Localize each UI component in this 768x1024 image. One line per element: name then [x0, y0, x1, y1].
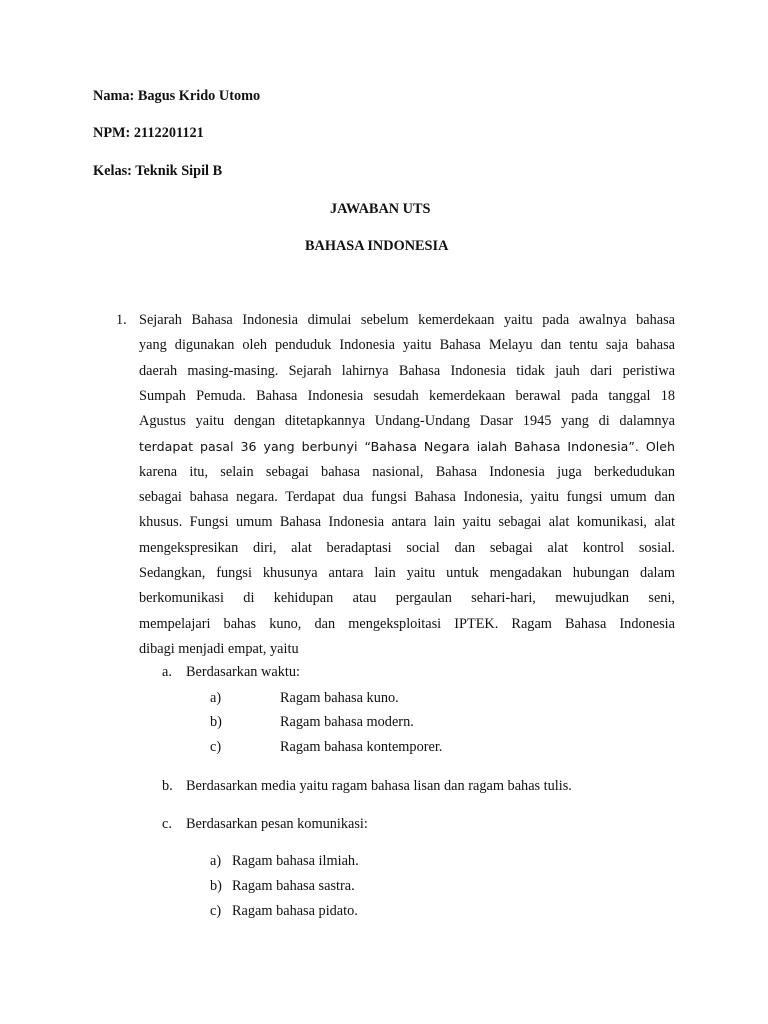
- sub-c-item-text: Ragam bahasa ilmiah.: [232, 853, 359, 869]
- paragraph-line: yang digunakan oleh penduduk Indonesia yaitu Bahasa Melayu dan tentu saja bahasa: [139, 337, 675, 354]
- paragraph-line: khusus. Fungsi umum Bahasa Indonesia antara lain yaitu sebagai alat komunikasi, alat: [139, 514, 675, 531]
- paragraph-line: berkomunikasi di kehidupan atau pergaulan sehari-hari, mewujudkan seni,: [139, 590, 675, 607]
- sub-a-item-text: Ragam bahasa modern.: [280, 714, 414, 730]
- sub-b-marker: b.: [162, 778, 173, 794]
- paragraph-line: daerah masing-masing. Sejarah lahirnya Bahasa Indonesia tidak jauh dari peristiwa: [139, 362, 675, 379]
- paragraph-line: Sumpah Pemuda. Bahasa Indonesia sesudah kemerdekaan berawal pada tanggal 18: [139, 387, 675, 404]
- sub-a-item-marker: a): [210, 690, 222, 706]
- paragraph-line: mempelajari bahas kuno, dan mengeksploitasi IPTEK. Ragam Bahasa Indonesia: [139, 615, 675, 632]
- paragraph-line: karena itu, selain sebagai bahasa nasional, Bahasa Indonesia juga berkedudukan: [139, 463, 675, 480]
- sub-c-item-text: Ragam bahasa pidato.: [232, 903, 358, 919]
- sub-a-item-text: Ragam bahasa kontemporer.: [280, 739, 443, 755]
- sub-c-marker: c.: [162, 816, 172, 832]
- paragraph-line: Sejarah Bahasa Indonesia dimulai sebelum kemerdekaan yaitu pada awalnya bahasa: [139, 312, 675, 328]
- paragraph-line: Agustus yaitu dengan ditetapkannya Undang-Undang Dasar 1945 yang di dalamnya: [139, 413, 675, 430]
- sub-a-item-text: Ragam bahasa kuno.: [280, 690, 399, 706]
- sub-c-item-text: Ragam bahasa sastra.: [232, 878, 355, 894]
- item-1-paragraph: [139, 308, 675, 662]
- title-bahasa-indonesia: BAHASA INDONESIA: [305, 238, 449, 254]
- paragraph-line: sebagai bahasa negara. Terdapat dua fungsi Bahasa Indonesia, yaitu fungsi umum dan: [139, 489, 675, 506]
- sub-c-item-marker: a): [210, 853, 222, 869]
- sub-c-item-marker: b): [210, 878, 222, 894]
- student-name: Nama: Bagus Krido Utomo: [93, 88, 261, 104]
- sub-a-item-marker: b): [210, 714, 222, 730]
- paragraph-line: mengekspresikan diri, alat beradaptasi social dan sebagai alat kontrol sosial.: [139, 539, 675, 556]
- sub-b-label: Berdasarkan media yaitu ragam bahasa lisan dan ragam bahas tulis.: [186, 778, 572, 794]
- sub-a-item-marker: c): [210, 739, 222, 755]
- sub-c-item-marker: c): [210, 903, 222, 919]
- student-class: Kelas: Teknik Sipil B: [93, 163, 223, 179]
- student-npm: NPM: 2112201121: [93, 125, 204, 141]
- paragraph-line: Sedangkan, fungsi khusunya antara lain yaitu untuk mengadakan hubungan dalam: [139, 564, 675, 581]
- sub-a-label: Berdasarkan waktu:: [186, 664, 300, 680]
- title-jawaban-uts: JAWABAN UTS: [330, 201, 431, 217]
- paragraph-line: terdapat pasal 36 yang berbunyi “Bahasa Negara ialah Bahasa Indonesia”. Oleh: [139, 439, 675, 455]
- paragraph-line: dibagi menjadi empat, yaitu: [139, 640, 299, 657]
- item-1-number: 1.: [116, 312, 127, 328]
- sub-c-label: Berdasarkan pesan komunikasi:: [186, 816, 368, 832]
- sub-a-marker: a.: [162, 664, 172, 680]
